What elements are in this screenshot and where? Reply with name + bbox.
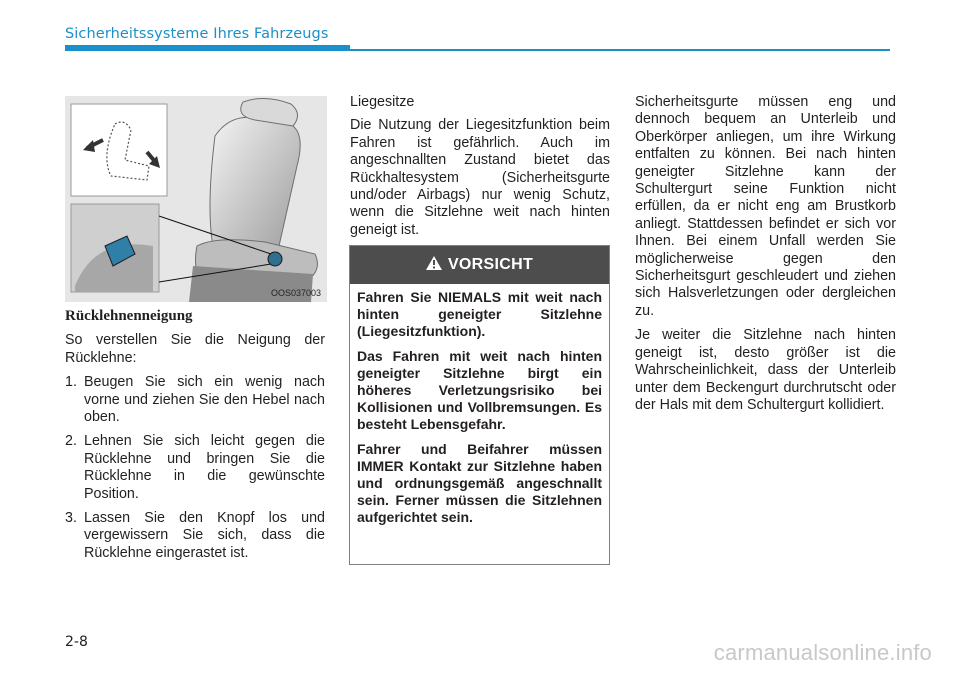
recline-intro: So verstellen Sie die Neigung der Rücklehne: [65,332,325,366]
recline-steps [65,374,325,562]
column-3 [635,94,896,421]
section-heading-reclined: Liegesitze [350,94,415,110]
caution-paragraph: Das Fahren mit weit nach hinten geneigter Sitzlehne birgt ein höheres Verletzungsrisiko bei Kollisionen und Vollbremsungen. Es besteht Lebensgefahr. [357,348,602,432]
caution-paragraph: Fahren Sie NIEMALS mit weit nach hinten geneigter Sitzlehne (Liegesitzfunktion). [357,289,602,339]
figure-code: OOS037003 [270,288,321,298]
watermark: carmanualsonline.info [713,640,932,665]
seat-illustration [65,96,327,302]
caution-paragraph: Fahrer und Beifahrer müssen IMMER Kontakt zur Sitzlehne haben und ordnungsgemäß angeschnallt sein. Ferner müssen die Sitzlehnen aufgerichtet sein. [357,441,602,525]
reclined-paragraph: Die Nutzung der Liegesitzfunktion beim Fahren ist gefährlich. Auch im angeschnallten Zustand bietet das Rückhaltesystem (Sicherheitsgurte und/oder Airbags) nur wenig Schutz, wenn die Sitzlehne weit nach hinten geneigt ist. [350,117,610,238]
header-rule-accent [65,45,350,51]
step-number: 3. [65,510,77,527]
header-title: Sicherheitssysteme Ihres Fahrzeugs [65,26,329,42]
step-text: Beugen Sie sich ein wenig nach vorne und ziehen Sie den Hebel nach oben. [84,374,325,426]
step-number: 2. [65,433,77,450]
step-text: Lehnen Sie sich leicht gegen die Rücklehne und bringen Sie die Rücklehne in die gewünschte Position. [84,433,325,502]
column-2 [350,94,610,246]
column-1 [65,308,325,569]
warning-triangle-icon [426,256,442,275]
caution-header [350,246,609,284]
step-number: 1. [65,374,77,391]
step-text: Lassen Sie den Knopf los und vergewissern Sie sich, dass die Rücklehne eingerastet ist. [84,510,325,561]
step-item [65,374,325,426]
page-number: 2-8 [65,634,88,650]
caution-title: VORSICHT [447,256,534,273]
section-heading-recline: Rücklehnenneigung [65,308,193,324]
body-paragraph: Je weiter die Sitzlehne nach hinten geneigt ist, desto größer ist die Wahrscheinlichkeit, dass der Unterleib unter dem Beckengurt durchrutscht oder der Hals mit dem Schultergurt kollidiert. [635,327,896,413]
step-item [65,510,325,562]
caution-box [349,245,610,565]
caution-body [350,284,609,526]
body-paragraph: Sicherheitsgurte müssen eng und dennoch bequem an Unterleib und Oberkörper anliegen, um ihre Wirkung entfalten zu können. Bei nach hinten geneigter Sitzlehne kann der Schultergurt seine Funktion nicht erfüllen, da er nicht eng am Brustkorb anliegt. Stattdessen befindet er sich vor Ihnen. Bei einem Unfall werden Sie möglicherweise gegen den Sicherheitsgurt geschleudert und ziehen sich Halsverletzungen oder dergleichen zu. [635,94,896,319]
step-item [65,433,325,503]
